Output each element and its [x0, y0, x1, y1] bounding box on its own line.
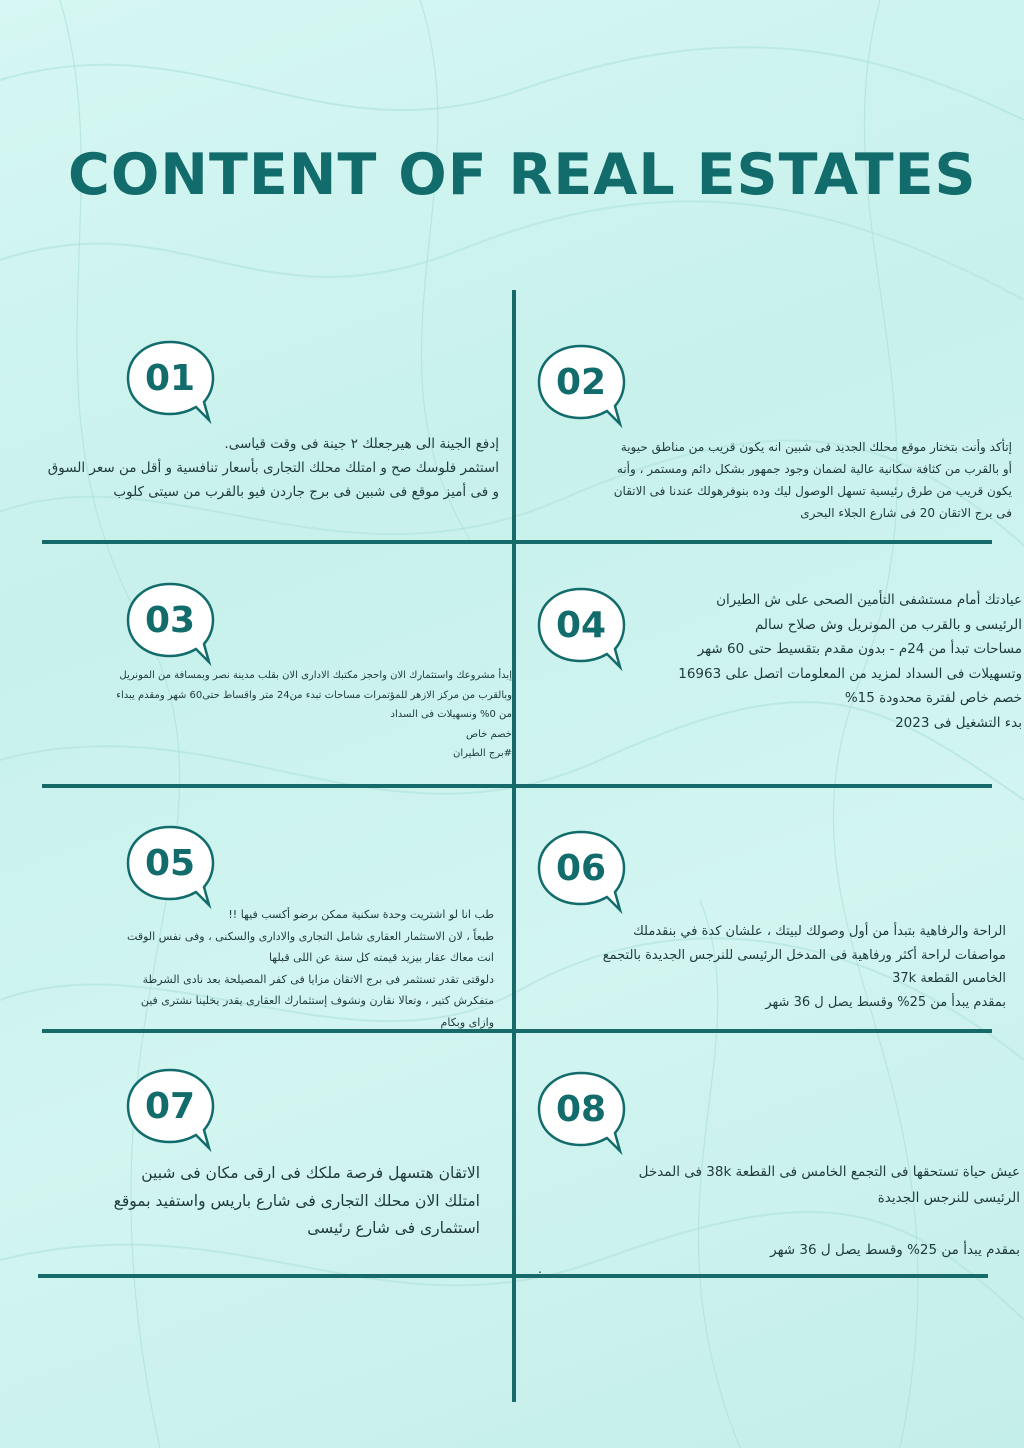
- text-line: امتلك الان محلك التجارى فى شارع باريس واستفيد بموقع: [113, 1191, 480, 1210]
- text-line: [639, 1211, 1020, 1237]
- text-line: وتسهيلات فى السداد لمزيد من المعلومات اتصل على 16963: [678, 665, 1022, 682]
- text-line: أو بالقرب من كثافة سكانية عالية لضمان وجود جمهور بشكل دائم ومستمر ، وأنه: [616, 462, 1012, 476]
- text-line: الخامس القطعة 37k: [892, 971, 1006, 986]
- number-bubble-01: [126, 340, 218, 430]
- number-bubble-03: [126, 582, 218, 672]
- text-line: طبعاً ، لان الاستثمار العقارى شامل التجارى والادارى والسكنى ، وفى نفس الوقت: [127, 929, 494, 943]
- text-line: وازاى وبكام: [440, 1015, 494, 1029]
- section-04-text: [678, 588, 1022, 735]
- text-line: استثمارى فى شارع رئيسى: [307, 1219, 480, 1237]
- number-bubble-07: [126, 1068, 218, 1158]
- text-line: #برج الطيران: [453, 748, 512, 759]
- text-line: و فى أميز موقع فى شبين فى برج جاردن فيو بالقرب من سيتى كلوب: [113, 484, 499, 500]
- text-line: عيادتك أمام مستشفى التأمين الصحى على ش الطيران: [716, 592, 1022, 608]
- text-line: بمقدم يبدأ من 25% وقسط يصل ل 36 شهر: [765, 994, 1006, 1010]
- text-line: انت معاك عقار بيزيد قيمته كل سنة عن اللى قبلها: [268, 951, 494, 964]
- text-line: مساحات تبدأ من 24م - بدون مقدم بتقسيط حتى 60 شهر: [697, 641, 1022, 657]
- horizontal-divider-2: [42, 784, 992, 788]
- section-number: 06: [555, 848, 607, 889]
- section-06-text: [603, 920, 1006, 1014]
- text-line: الرئيسى و بالقرب من المونريل وش صلاح سالم: [754, 616, 1022, 633]
- text-line: خصم خاص لفترة محدودة 15%: [844, 690, 1022, 706]
- number-bubble-06: [537, 830, 629, 920]
- section-number: 03: [144, 600, 196, 641]
- text-line: بدء التشغيل فى 2023: [895, 714, 1022, 731]
- section-number: 02: [555, 362, 607, 403]
- text-line: مواصفات لراحة أكثر ورفاهية فى المدخل الرئيسى للنرجس الجديدة بالتجمع: [602, 947, 1006, 963]
- text-line: استثمر فلوسك صح و امتلك محلك التجارى بأسعار تنافسية و أقل من سعر السوق: [47, 460, 499, 476]
- text-line: إدفع الجينة الى هيرجعلك ٢ جينة فى وقت قياسى.: [224, 436, 499, 452]
- horizontal-divider-1: [42, 540, 992, 544]
- text-line: الراحة والرفاهية بتبدأ من أول وصولك لبيتك ، علشان كدة في بنقدملك: [633, 924, 1006, 939]
- section-number: 01: [144, 358, 196, 399]
- trailing-mark: .: [538, 1262, 542, 1276]
- number-bubble-02: [537, 344, 629, 434]
- text-line: دلوقتى تقدر تستثمر فى برج الاتقان مزايا فى كفر المصيلحة بعد نادى الشرطة: [142, 972, 494, 986]
- text-line: خصم خاص: [465, 728, 512, 740]
- text-line: من 0% ونسهيلات فى السداد: [390, 709, 512, 720]
- number-bubble-08: [537, 1071, 629, 1161]
- text-line: فى برج الاتقان 20 فى شارع الجلاء البحرى: [800, 506, 1012, 520]
- section-03-text: [116, 666, 512, 764]
- section-01-text: [48, 432, 499, 504]
- horizontal-divider-4: [38, 1274, 988, 1278]
- section-number: 07: [144, 1086, 196, 1127]
- section-02-text: [614, 436, 1012, 524]
- section-number: 08: [555, 1089, 607, 1130]
- text-line: عيش حياة تستحقها فى التجمع الخامس فى القطعة 38k فى المدخل: [638, 1164, 1020, 1180]
- text-line: بمقدم يبدأ من 25% وقسط يصل ل 36 شهر: [770, 1242, 1020, 1258]
- section-08-text: [639, 1159, 1020, 1263]
- number-bubble-04: [537, 587, 629, 677]
- section-07-text: [114, 1160, 480, 1243]
- section-number: 04: [555, 605, 607, 646]
- text-line: إبدأ مشروعك واستثمارك الان واحجز مكتبك الادارى الان بقلب مدينة نصر وبمسافة من المونريل: [119, 670, 512, 681]
- text-line: يكون قريب من طرق رئيسية تسهل الوصول ليك وده بنوفرهولك عندنا فى الاتقان: [613, 484, 1012, 498]
- text-line: متفكرش كتير ، وتعالا نقارن ونشوف إستثمارك العقارى يقدر يخلينا نشترى فين: [140, 994, 494, 1007]
- number-bubble-05: [126, 825, 218, 915]
- section-number: 05: [144, 843, 196, 884]
- text-line: الرئيسى للنرجس الجديدة: [877, 1190, 1020, 1206]
- vertical-divider: [512, 290, 516, 1402]
- text-line: طب انا لو اشتريت وحدة سكنية ممكن برضو أكسب فيها !!: [228, 908, 494, 921]
- page-title: CONTENT OF REAL ESTATES: [68, 142, 977, 208]
- section-05-text: [127, 904, 494, 1033]
- text-line: وبالقرب من مركز الازهر للمؤتمرات مساحات تبدء من24 متر واقساط حتى60 شهر ومقدم يبداء: [116, 689, 512, 701]
- text-line: الاتقان هتسهل فرصة ملكك فى ارقى مكان فى شبين: [141, 1164, 480, 1182]
- text-line: إتأكد وأنت بتختار موقع محلك الجديد فى شبين انه يكون قريب من مناطق حيوية: [620, 440, 1012, 454]
